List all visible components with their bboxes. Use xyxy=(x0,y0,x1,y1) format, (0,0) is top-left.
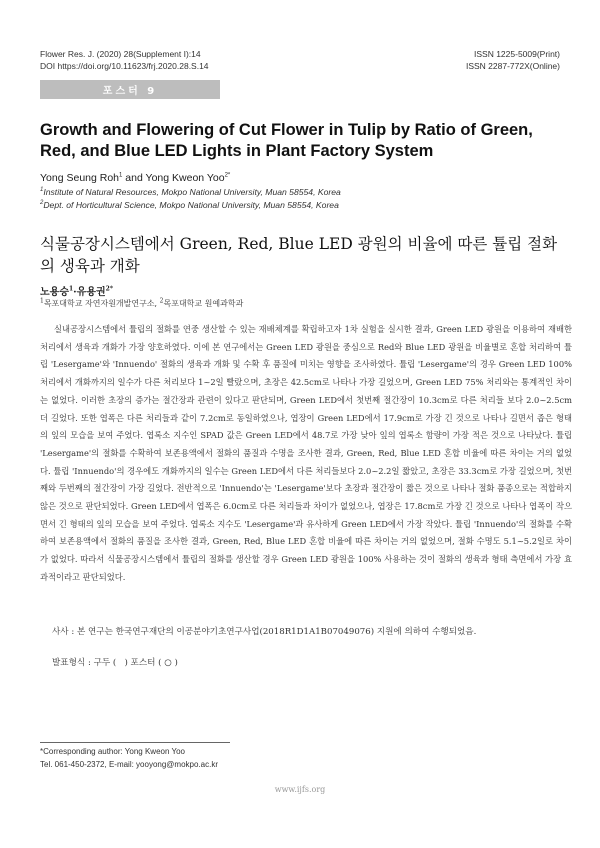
korean-author-1-mark: 1 xyxy=(68,285,74,293)
author-conjunction: and xyxy=(122,172,146,184)
english-affiliation-1 xyxy=(40,187,341,197)
poster-tag: 포스터 9 xyxy=(40,80,220,99)
doi-line: DOI https://doi.org/10.11623/frj.2020.28.S.14 xyxy=(40,61,209,71)
english-authors xyxy=(40,172,230,184)
footnote-divider xyxy=(40,742,230,743)
affiliation-1-mark: 1 xyxy=(40,187,44,194)
affiliation-2-text: Dept. of Horticultural Science, Mokpo National University, Muan 58554, Korea xyxy=(43,200,339,210)
presentation-format: 발표형식 : 구두 ( ) 포스터 ( ○ ) xyxy=(52,658,178,668)
abstract-body: 실내공장시스템에서 튤립의 절화를 연중 생산할 수 있는 재배체계를 확립하고자 1차 실험을 실시한 결과, Green LED 광원을 이용하여 재배한 처리에서 생육과 개화가 가장 양호하였다. 이에 본 연구에서는 Green LED 광원을 중심으로 Red와 Blue LED 광원을 비율별로 혼합 처리하여 튤립 'Lesergame'와 'Innuendo' 절화의 생육과 개화 및 수확 후 품질에 미치는 영향을 조사하였다. 튤립 'Lesergame'의 경우 Green LED 100% 처리에서 개화까지의 일수가 다른 처리보다 1~2일 빨랐으며, 초장은 42.5cm로 나타나 가장 길었으며, Green LED 75% 처리와는 통계적인 차이는 없었다. 이러한 초장의 증가는 절간장과 관련이 있다고 판단되며, Green LED에서 첫번째 절간장이 10.3cm로 다른 처리들 보다 2.0~2.5cm 더 길었다. 또한 엽폭은 다른 처리들과 같이 7.2cm로 동일하였으나, 엽장이 Green LED에서 17.9cm로 가장 긴 것으로 나타나 길면서 좁은 형태의 잎의 모습을 보여 주었다. 엽록소 지수인 SPAD 값은 Green LED에서 48.7로 가장 낮아 잎의 엽록소 함량이 가장 적은 것으로 나타났다. 튤립 'Lesergame'의 절화를 수확하여 보존용액에서 절화의 품질과 수명을 조사한 결과, Green, Red, Blue LED 혼합 비율에 따른 차이는 거의 없었다. 튤립 'Innuendo'의 경우에도 개화까지의 일수는 Green LED에서 다른 처리들보다 2.0~2.2일 짧았고, 초장은 33.3cm로 가장 길었으며, 첫번째와 두번째의 절간장이 가장 길었다. 전반적으로 'Innuendo'는 'Lesergame'보다 초장과 절간장이 짧은 것으로 나타나 절화 품종으로는 적합하지 않은 것으로 판단되었다. Green LED에서 엽폭은 6.0cm로 다른 처리들과 차이가 없었으나, 엽장은 17.8cm로 가장 긴 것으로 나타나 엽폭이 작으면서 긴 형태의 잎의 모습을 보여 주었다. 엽록소 지수도 'Lesergame'과 유사하게 Green LED에서 가장 작았다. 튤립 'Innuendo'의 절화를 수확하여 보존용액에서 절화의 품질을 조사한 결과, Green, Red, Blue LED 혼합 비율에 따른 차이는 거의 없었으며, 절화 수명도 5.1~5.2일로 차이가 없었다. 따라서 식물공장시스템에서 튤립의 절화를 생산할 경우 Green LED 광원을 100% 사용하는 것이 절화의 생육과 형태 측면에서 가장 효과적이라고 판단되었다. xyxy=(40,324,572,582)
acknowledgement: 사사 : 본 연구는 한국연구재단의 이공분야기초연구사업(2018R1D1A1B07049076) 지원에 의하여 수행되었음. xyxy=(52,627,477,637)
korean-affiliations xyxy=(40,298,243,309)
korean-affiliation-1: 목포대학교 자연자원개발연구소, xyxy=(43,299,160,308)
korean-title: 식물공장시스템에서 Green, Red, Blue LED 광원의 비율에 따른 튤립 절화의 생육과 개화 xyxy=(40,235,558,275)
affiliation-2-mark: 2 xyxy=(40,200,44,207)
korean-author-separator: · xyxy=(73,287,77,298)
issn-print: ISSN 1225-5009(Print) xyxy=(474,49,560,59)
korean-affiliation-2-mark: 2 xyxy=(159,297,164,305)
korean-authors xyxy=(40,283,113,298)
journal-header xyxy=(40,48,209,72)
corresponding-author: *Corresponding author: Yong Kweon Yoo xyxy=(40,747,186,756)
korean-author-2-mark: 2* xyxy=(105,285,113,293)
issn-online: ISSN 2287-772X(Online) xyxy=(465,61,560,71)
contact-info: Tel. 061-450-2372, E-mail: yooyong@mokpo.ac.kr xyxy=(40,760,218,769)
journal-citation: Flower Res. J. (2020) 28(Supplement I):14 xyxy=(40,49,201,59)
english-title: Growth and Flowering of Cut Flower in Tulip by Ratio of Green, Red, and Blue LED Lights in Plant Factory System xyxy=(40,121,533,160)
korean-author-2: 유용권 xyxy=(76,287,106,298)
korean-affiliation-1-mark: 1 xyxy=(40,297,44,305)
journal-website: www.ijfs.org xyxy=(274,785,326,794)
author-2-affiliation-mark: 2* xyxy=(224,172,231,179)
author-1: Yong Seung Roh xyxy=(40,172,120,184)
author-2: Yong Kweon Yoo xyxy=(145,172,225,184)
affiliation-1-text: Institute of Natural Resources, Mokpo National University, Muan 58554, Korea xyxy=(43,187,341,197)
korean-author-1: 노용승 xyxy=(40,287,69,298)
english-affiliation-2 xyxy=(40,200,339,210)
issn-header xyxy=(466,48,560,72)
author-1-affiliation-mark: 1 xyxy=(119,172,123,179)
korean-affiliation-2: 목포대학교 원예과학과 xyxy=(163,299,244,308)
